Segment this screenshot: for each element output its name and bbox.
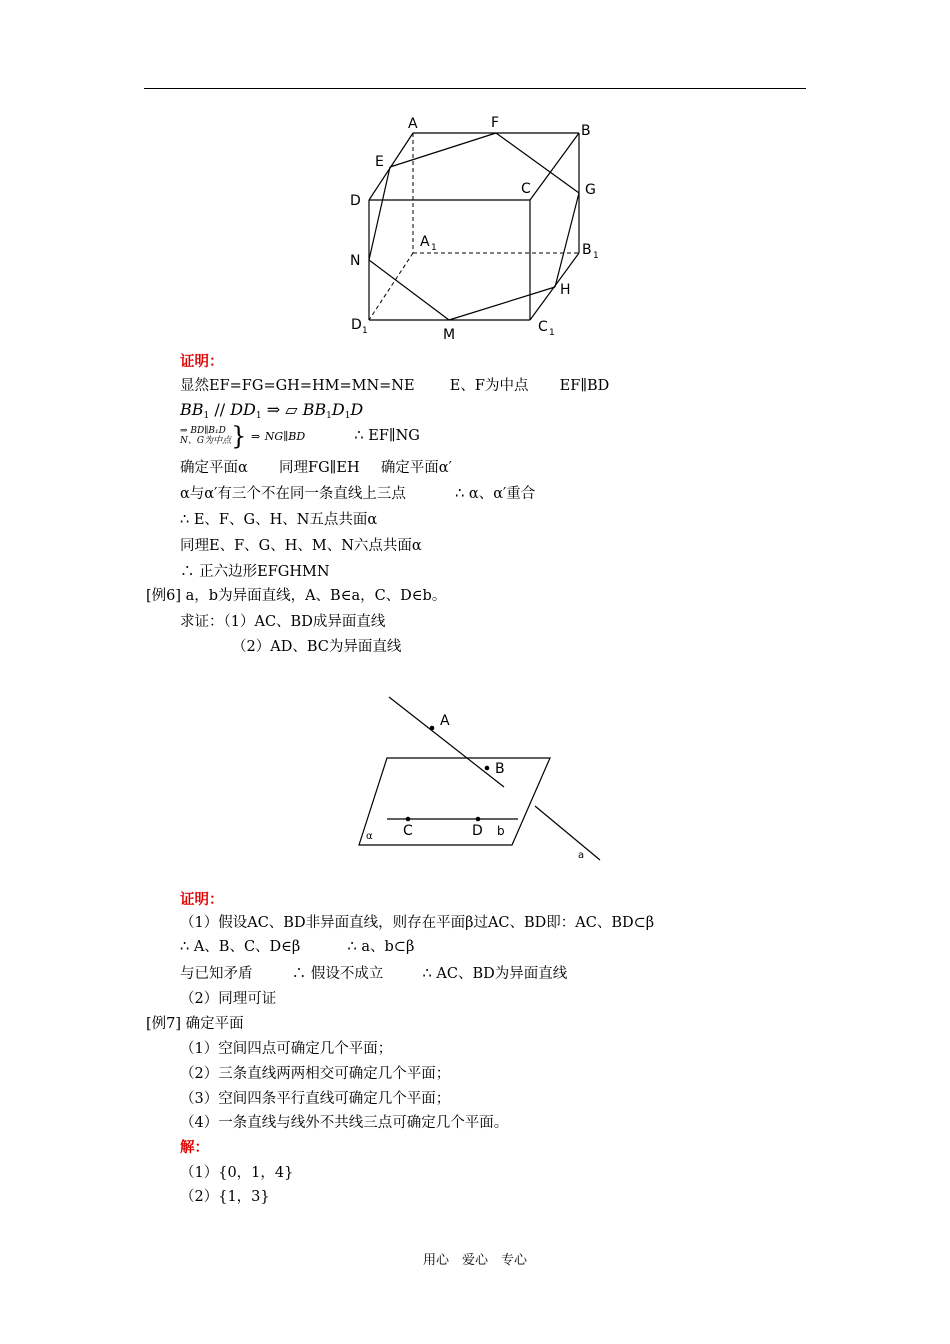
plane-lines-figure bbox=[350, 690, 610, 865]
proof1-line2 bbox=[180, 400, 363, 426]
proof1-line8: ∴ 正六边形EFGHMN bbox=[180, 564, 330, 580]
parallelogram-icon: ▱ bbox=[285, 400, 298, 419]
proof1-l1c: EF∥BD bbox=[559, 378, 610, 394]
math-sub: 1 bbox=[255, 411, 262, 421]
label-N: N bbox=[350, 253, 361, 269]
brace-icon: } bbox=[231, 421, 247, 451]
implies-icon: ⇒ bbox=[250, 430, 261, 443]
proof1-heading: 证明： bbox=[180, 353, 224, 370]
label-H: H bbox=[560, 282, 571, 298]
ex7-q1: （1）空间四点可确定几个平面； bbox=[180, 1041, 393, 1057]
ex6-line2: 求证：（1）AC、BD成异面直线 bbox=[180, 614, 386, 630]
label-F: F bbox=[491, 115, 500, 131]
proof1-l1a: 显然EF=FG=GH=HM=MN=NE bbox=[180, 378, 415, 394]
fig2-label-alpha: α bbox=[366, 831, 373, 842]
fig2-label-b: b bbox=[497, 824, 505, 838]
result-ng-bd: NG∥BD bbox=[264, 430, 306, 443]
fig2-label-B: B bbox=[495, 761, 505, 777]
label-D1: D bbox=[351, 317, 362, 333]
label-B1-sub: 1 bbox=[593, 251, 599, 261]
label-C1: C bbox=[538, 319, 548, 335]
ex7-title: [例7] 确定平面 bbox=[146, 1016, 244, 1032]
label-B: B bbox=[581, 123, 591, 139]
label-A1: A bbox=[420, 234, 430, 250]
proof1-line4: 确定平面α 同理FG∥EH 确定平面α′ bbox=[180, 460, 452, 476]
ex6-line3: （2）AD、BC为异面直线 bbox=[232, 639, 402, 655]
conclusion-ef-ng: ∴ EF∥NG bbox=[354, 428, 420, 444]
fig2-label-A: A bbox=[440, 713, 450, 729]
label-A1-sub: 1 bbox=[431, 243, 437, 253]
proof1-line1 bbox=[180, 376, 609, 396]
label-M: M bbox=[443, 327, 456, 343]
proof1-line5: α与α′有三个不在同一条直线上三点 ∴ α、α′重合 bbox=[180, 486, 536, 502]
math-dd: DD bbox=[230, 400, 256, 419]
math-parallel: // bbox=[214, 400, 226, 419]
fig2-label-a: a bbox=[578, 850, 585, 861]
proof1-l1b: E、F为中点 bbox=[449, 378, 529, 394]
proof1-line3 bbox=[180, 421, 420, 456]
ex7-q2: （2）三条直线两两相交可确定几个平面； bbox=[180, 1066, 451, 1082]
math-bb: BB bbox=[180, 400, 204, 419]
implies-icon: ⇒ bbox=[266, 400, 281, 419]
label-A: A bbox=[408, 116, 418, 132]
ex7-solution-heading: 解： bbox=[180, 1139, 209, 1156]
example-statement: a，b为异面直线，A、B∈a，C、D∈b。 bbox=[185, 588, 447, 604]
page-footer: 用心 爱心 专心 bbox=[422, 1253, 527, 1268]
ex6-line1 bbox=[146, 586, 446, 606]
label-B1: B bbox=[582, 242, 592, 258]
label-C: C bbox=[521, 181, 531, 197]
label-D1-sub: 1 bbox=[362, 326, 368, 336]
math-sub: 1 bbox=[344, 411, 351, 421]
proof2-line2: ∴ A、B、C、D∈β ∴ a、b⊂β bbox=[180, 939, 415, 955]
math-bb1: BB bbox=[302, 400, 327, 419]
label-G: G bbox=[585, 182, 596, 198]
proof2-heading: 证明： bbox=[180, 891, 224, 908]
label-D: D bbox=[350, 193, 361, 209]
proof1-line7: 同理E、F、G、H、M、N六点共面α bbox=[180, 538, 422, 554]
proof2-line3: 与已知矛盾 ∴ 假设不成立 ∴ AC、BD为异面直线 bbox=[180, 966, 568, 982]
ex7-q3: （3）空间四条平行直线可确定几个平面； bbox=[180, 1091, 451, 1107]
proof2-line4: （2）同理可证 bbox=[180, 991, 277, 1007]
ex7-a1: （1）{0，1，4} bbox=[180, 1165, 294, 1181]
proof1-line6: ∴ E、F、G、H、N五点共面α bbox=[180, 512, 378, 528]
header-rule bbox=[144, 88, 806, 89]
proof2-line1: （1）假设AC、BD非异面直线，则存在平面β过AC、BD即：AC、BD⊂β bbox=[180, 915, 655, 931]
math-d: D bbox=[350, 400, 364, 419]
ex7-a2: （2）{1，3} bbox=[180, 1189, 270, 1205]
ex7-q4: （4）一条直线与线外不共线三点可确定几个平面。 bbox=[180, 1115, 509, 1131]
label-C1-sub: 1 bbox=[549, 328, 555, 338]
math-d: D bbox=[331, 400, 345, 419]
fig2-label-D: D bbox=[472, 823, 483, 839]
system-of-conditions: ⇒ BD∥B₁D N、G为中点 bbox=[180, 426, 232, 446]
math-sub: 1 bbox=[326, 411, 332, 421]
prism-hexagon-figure bbox=[340, 108, 610, 348]
fig2-label-C: C bbox=[403, 823, 413, 839]
math-sub: 1 bbox=[203, 411, 210, 421]
label-E: E bbox=[375, 154, 384, 170]
example-number: [例6] bbox=[146, 588, 182, 604]
